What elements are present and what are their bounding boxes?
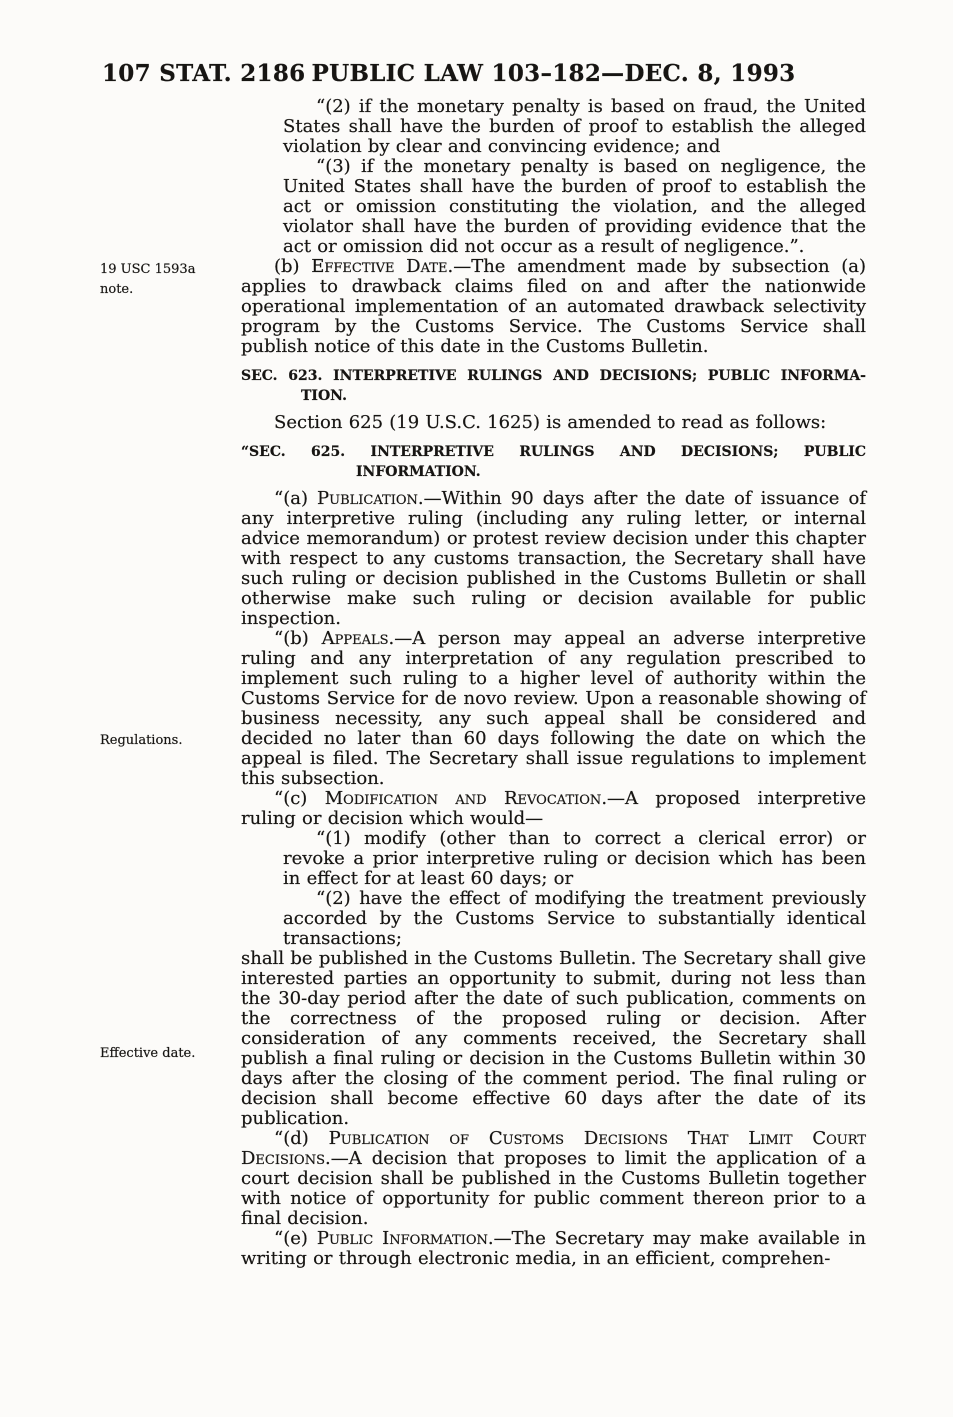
margin-note-usc-citation: 19 USC 1593a note. — [100, 262, 196, 297]
stat-page-number: 107 STAT. 2186 — [102, 60, 306, 87]
section-heading — [241, 442, 866, 482]
statute-paragraph — [241, 949, 866, 1129]
text-segment: .—The amendment made by subsection (a) applies to drawback claims filed on and after the nationwide operational implementation of an automated drawback selectivity program by the Customs Service. The Customs Service shall publish notice of this date in the Customs Bulletin. — [241, 256, 867, 357]
statute-body-column — [241, 97, 866, 1269]
text-segment: .—A proposed interpretive ruling or decision which would— — [241, 788, 866, 829]
text-segment: (b) — [274, 256, 312, 277]
statute-paragraph — [241, 789, 866, 829]
statute-paragraph — [241, 1229, 866, 1269]
statute-paragraph — [283, 889, 866, 949]
law-running-title: PUBLIC LAW 103–182—DEC. 8, 1993 — [311, 60, 796, 87]
text-segment: “(c) — [274, 788, 325, 809]
section-heading — [241, 366, 866, 406]
statute-paragraph — [283, 829, 866, 889]
statute-paragraph — [241, 489, 866, 629]
text-segment: “(e) — [274, 1228, 317, 1249]
statute-paragraph — [283, 97, 866, 157]
smallcaps-segment: Publication of Customs Decisions That Limit Court Decisions — [241, 1128, 866, 1169]
statute-paragraph — [241, 629, 866, 789]
smallcaps-segment: Appeals — [321, 628, 389, 649]
text-segment: “(2) if the monetary penalty is based on fraud, the United States shall have the burden of proof to establish the alleged violation by clear and convincing evidence; and — [283, 96, 866, 157]
statute-paragraph — [241, 1129, 866, 1229]
text-segment: “(a) — [274, 488, 318, 509]
text-segment: .—A person may appeal an adverse interpretive ruling and any interpretation of any regulation prescribed to implement such ruling to a higher level of authority within the Customs Service for de novo review. Upon a reasonable showing of business necessity, any such appeal shall be considered and decided no later than 60 days following the date on which the appeal is filed. The Secretary shall issue regulations to implement this subsection. — [241, 628, 866, 789]
margin-note-regulations: Regulations. — [100, 733, 183, 748]
statute-paragraph — [241, 413, 866, 433]
smallcaps-segment: Effective Date — [311, 256, 448, 277]
text-segment: “(2) have the effect of modifying the treatment previously accorded by the Customs Service to substantially identical transactions; — [283, 888, 866, 949]
smallcaps-segment: Public Information — [316, 1228, 488, 1249]
section-heading-line: TION. — [301, 388, 347, 404]
text-segment: .—Within 90 days after the date of issuance of any interpretive ruling (including any ruling letter, or internal advice memorandum) or protest review decision under this chapter with respect to any customs transaction, the Secretary shall have such ruling or decision published in the Customs Bulletin or shall otherwise make such ruling or decision available for public inspection. — [241, 488, 867, 629]
text-segment: “(d) — [274, 1128, 329, 1149]
statute-paragraph — [283, 157, 866, 257]
margin-note-effective-date: Effective date. — [100, 1046, 196, 1061]
statute-paragraph — [241, 257, 866, 357]
text-segment: “(3) if the monetary penalty is based on negligence, the United States shall have the burden of proof to establish the act or omission constituting the violation, and the alleged violator shall have the burden of providing evidence that the act or omission did not occur as a result of negligence.”. — [283, 156, 866, 257]
text-segment: .—The Secretary may make available in writing or through electronic media, in an efficient, comprehen- — [241, 1228, 866, 1269]
section-heading-line: “SEC. 625. INTERPRETIVE RULINGS AND DECISIONS; PUBLIC — [241, 444, 866, 460]
text-segment: .—A decision that proposes to limit the application of a court decision shall be published in the Customs Bulletin together with notice of opportunity for public comment thereon prior to a final decision. — [241, 1148, 866, 1229]
text-segment: Section 625 (19 U.S.C. 1625) is amended to read as follows: — [274, 412, 827, 433]
text-segment: shall be published in the Customs Bulletin. The Secretary shall give interested parties an opportunity to submit, during not less than the 30-day period after the date of such publication, comments on the correctness of the proposed ruling or decision. After consideration of any comments received, the Secretary shall publish a final ruling or decision in the Customs Bulletin within 30 days after the closing of the comment period. The final ruling or decision shall become effective 60 days after the date of its publication. — [241, 948, 866, 1129]
text-segment: “(b) — [274, 628, 322, 649]
section-heading-line: INFORMATION. — [356, 464, 481, 480]
smallcaps-segment: Publication — [317, 488, 418, 509]
section-heading-line: SEC. 623. INTERPRETIVE RULINGS AND DECISIONS; PUBLIC INFORMA- — [241, 368, 866, 384]
text-segment: “(1) modify (other than to correct a clerical error) or revoke a prior interpretive ruling or decision which has been in effect for at least 60 days; or — [283, 828, 866, 889]
smallcaps-segment: Modification and Revocation — [324, 788, 602, 809]
